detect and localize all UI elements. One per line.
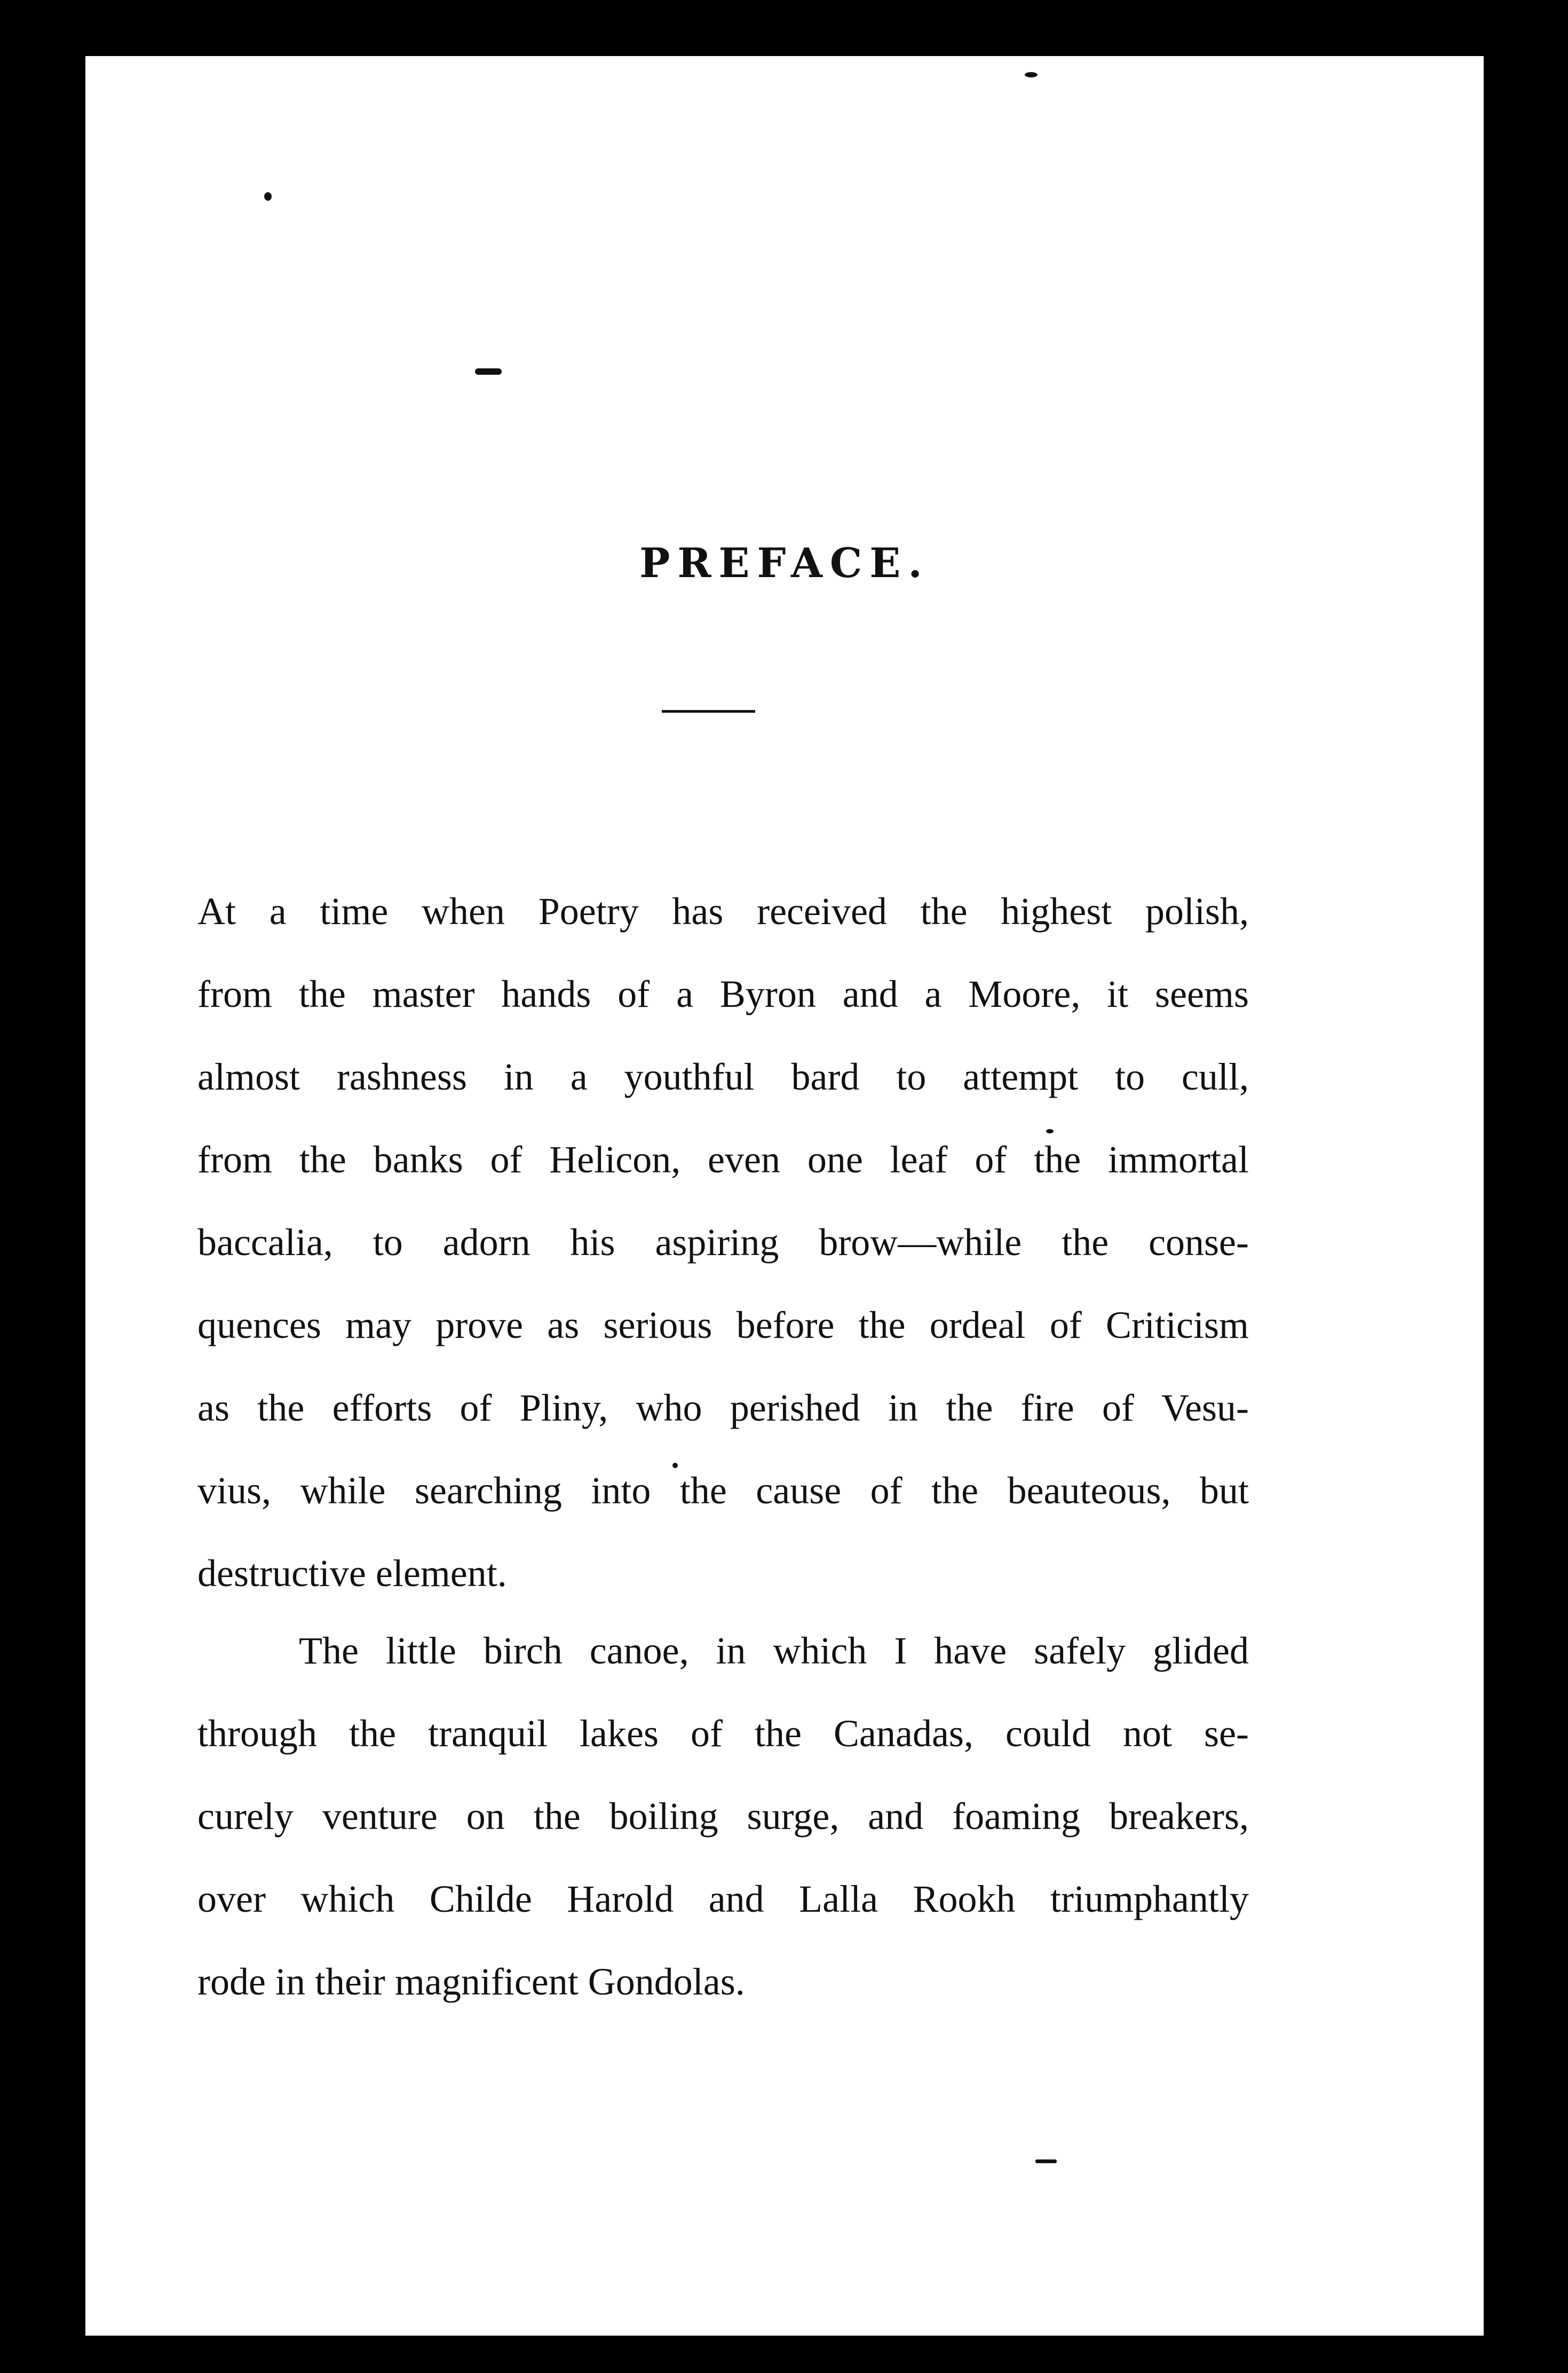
preface-paragraph-2: [197, 1610, 1249, 2023]
ink-speck: [1035, 2159, 1057, 2163]
text-line: rode in their magnificent Gondolas.: [197, 1960, 745, 2003]
text-line: from the banks of Helicon, even one leaf of the immortal: [197, 1138, 1249, 1181]
ink-speck: [1025, 72, 1038, 77]
text-line: curely venture on the boiling surge, and foaming breakers,: [197, 1795, 1249, 1838]
text-line: baccalia, to adorn his aspiring brow—while the conse-: [197, 1221, 1249, 1264]
text-line: At a time when Poetry has received the highest polish,: [197, 890, 1249, 933]
ink-speck: [475, 368, 502, 375]
text-line: The little birch canoe, in which I have safely glided: [299, 1629, 1249, 1672]
text-line: as the efforts of Pliny, who perished in the fire of Vesu-: [197, 1386, 1249, 1429]
preface-paragraph-1: [197, 870, 1249, 1615]
text-line: through the tranquil lakes of the Canadas, could not se-: [197, 1712, 1249, 1755]
page-edge-right: [1477, 0, 1568, 2373]
text-line: vius, while searching into the cause of the beauteous, but: [197, 1469, 1249, 1512]
text-line: over which Childe Harold and Lalla Rookh triumphantly: [197, 1878, 1249, 1920]
page-title: PREFACE.: [639, 539, 930, 587]
page-edge-left: [0, 0, 93, 2373]
text-line: destructive element.: [197, 1552, 507, 1595]
text-line: almost rashness in a youthful bard to attempt to cull,: [197, 1055, 1249, 1098]
text-line: quences may prove as serious before the ordeal of Criticism: [197, 1304, 1249, 1346]
text-line: from the master hands of a Byron and a Moore, it seems: [197, 973, 1249, 1015]
ink-speck: [264, 192, 272, 201]
title-rule: [662, 710, 755, 713]
book-page: [85, 56, 1484, 2336]
